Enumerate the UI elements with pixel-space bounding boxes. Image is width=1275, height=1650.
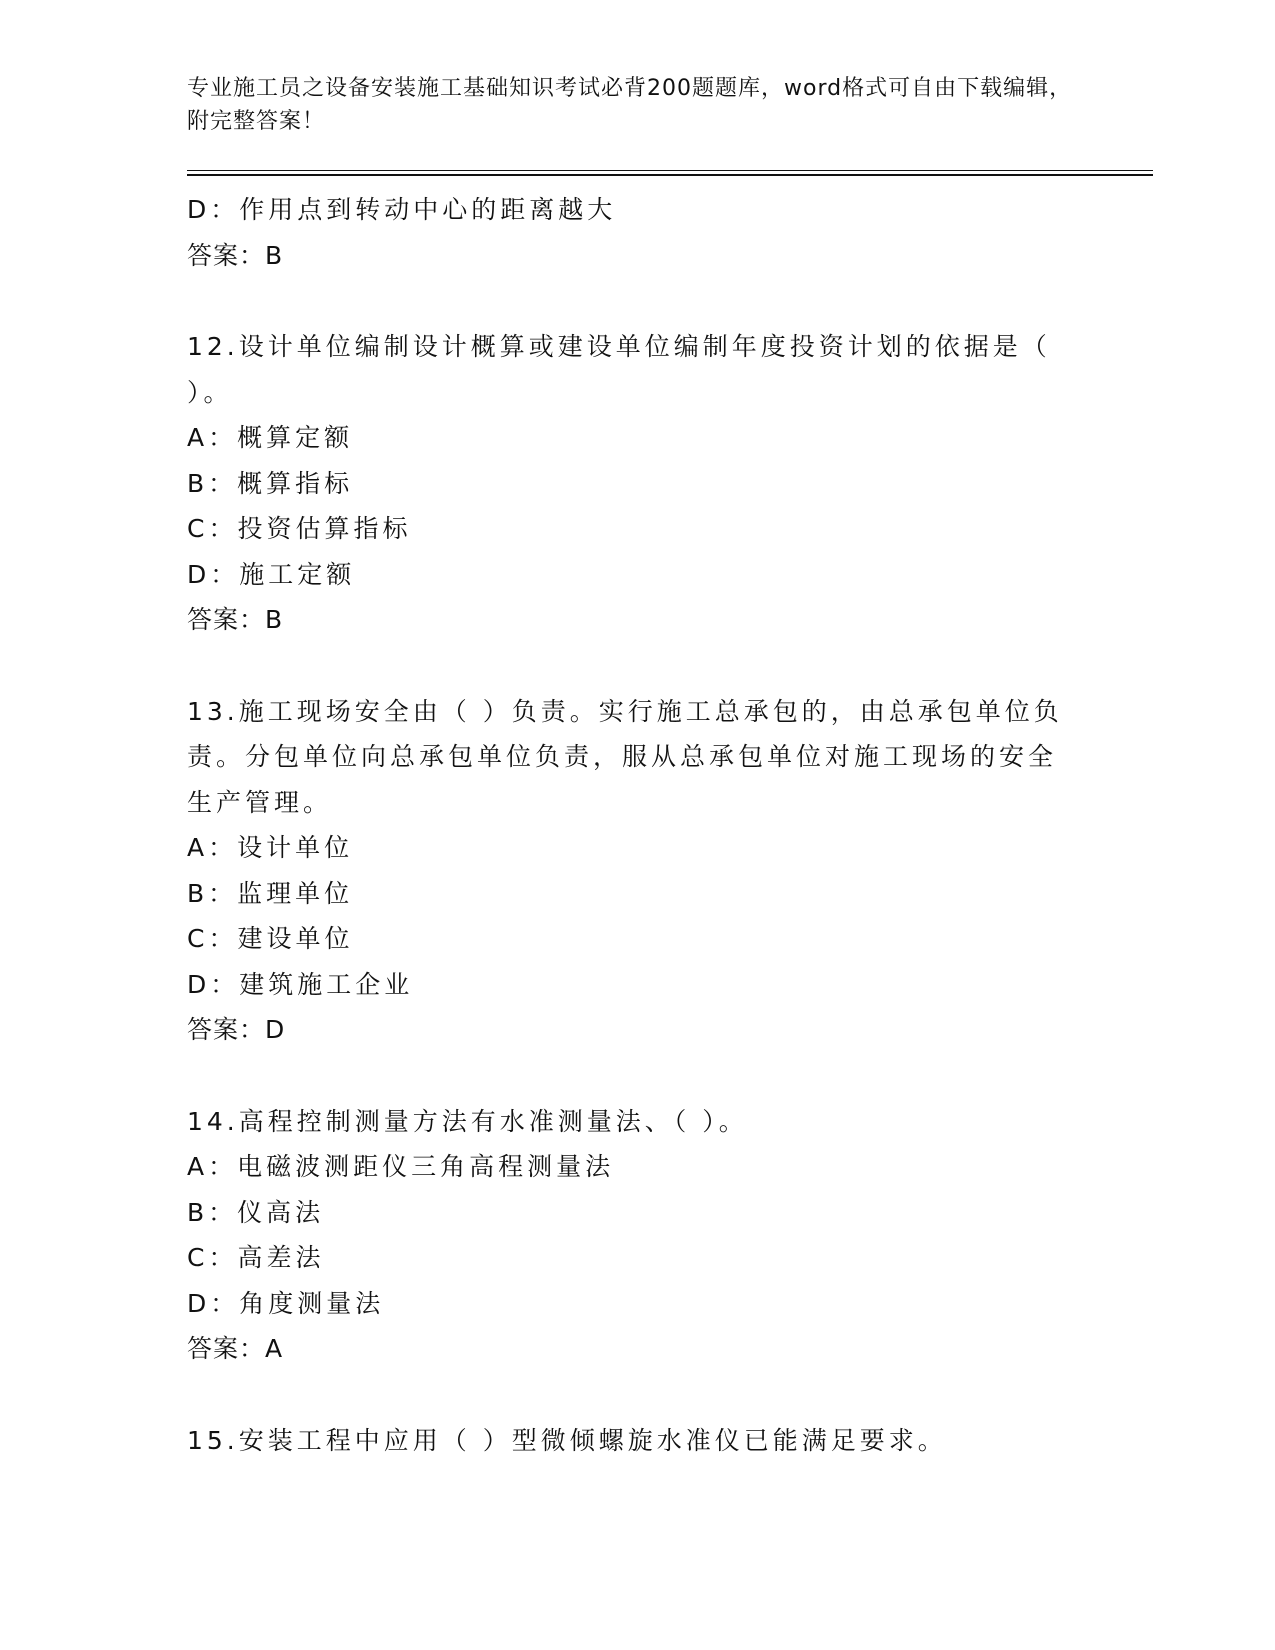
spacer	[187, 278, 1087, 324]
question-12	[187, 324, 1087, 643]
option-d: D：施工定额	[187, 559, 356, 589]
answer-line: 答案：B	[187, 240, 284, 270]
answer-line: 答案：A	[187, 1334, 284, 1363]
question-stem: 14.高程控制测量方法有水准测量法、（ ）。	[187, 1106, 748, 1136]
option-c: C：投资估算指标	[187, 514, 412, 543]
option-c: C：建设单位	[187, 924, 354, 953]
carryover-block	[187, 187, 1087, 278]
question-stem: 15.安装工程中应用（ ）型微倾螺旋水准仪已能满足要求。	[187, 1425, 947, 1455]
answer-line: 答案：D	[187, 1015, 286, 1044]
question-stem: 12.设计单位编制设计概算或建设单位编制年度投资计划的依据是（ ）。	[187, 332, 1051, 407]
question-14	[187, 1099, 1087, 1372]
header-divider-bottom	[187, 174, 1153, 176]
page-header-title: 专业施工员之设备安装施工基础知识考试必背200题题库，word格式可自由下载编辑，附完整答案！	[187, 76, 1073, 134]
option-c: C：高差法	[187, 1243, 325, 1272]
option-a: A：概算定额	[187, 423, 354, 452]
option-b: B：仪高法	[187, 1197, 325, 1227]
spacer	[187, 643, 1087, 689]
question-content	[187, 187, 1087, 1463]
question-13	[187, 689, 1087, 1053]
option-d: D：作用点到转动中心的距离越大	[187, 195, 617, 224]
spacer	[187, 1372, 1087, 1418]
option-b: B：概算指标	[187, 468, 354, 498]
question-15	[187, 1418, 1087, 1464]
spacer	[187, 1053, 1087, 1099]
answer-line: 答案：B	[187, 605, 284, 634]
option-d: D：角度测量法	[187, 1288, 385, 1318]
option-a: A：设计单位	[187, 833, 354, 862]
question-stem: 13.施工现场安全由（ ）负责。实行施工总承包的，由总承包单位负责。分包单位向总承包单位负责，服从总承包单位对施工现场的安全生产管理。	[187, 696, 1063, 817]
option-d: D：建筑施工企业	[187, 969, 414, 999]
option-a: A：电磁波测距仪三角高程测量法	[187, 1152, 615, 1181]
option-b: B：监理单位	[187, 878, 354, 908]
header-divider-top	[187, 170, 1153, 171]
